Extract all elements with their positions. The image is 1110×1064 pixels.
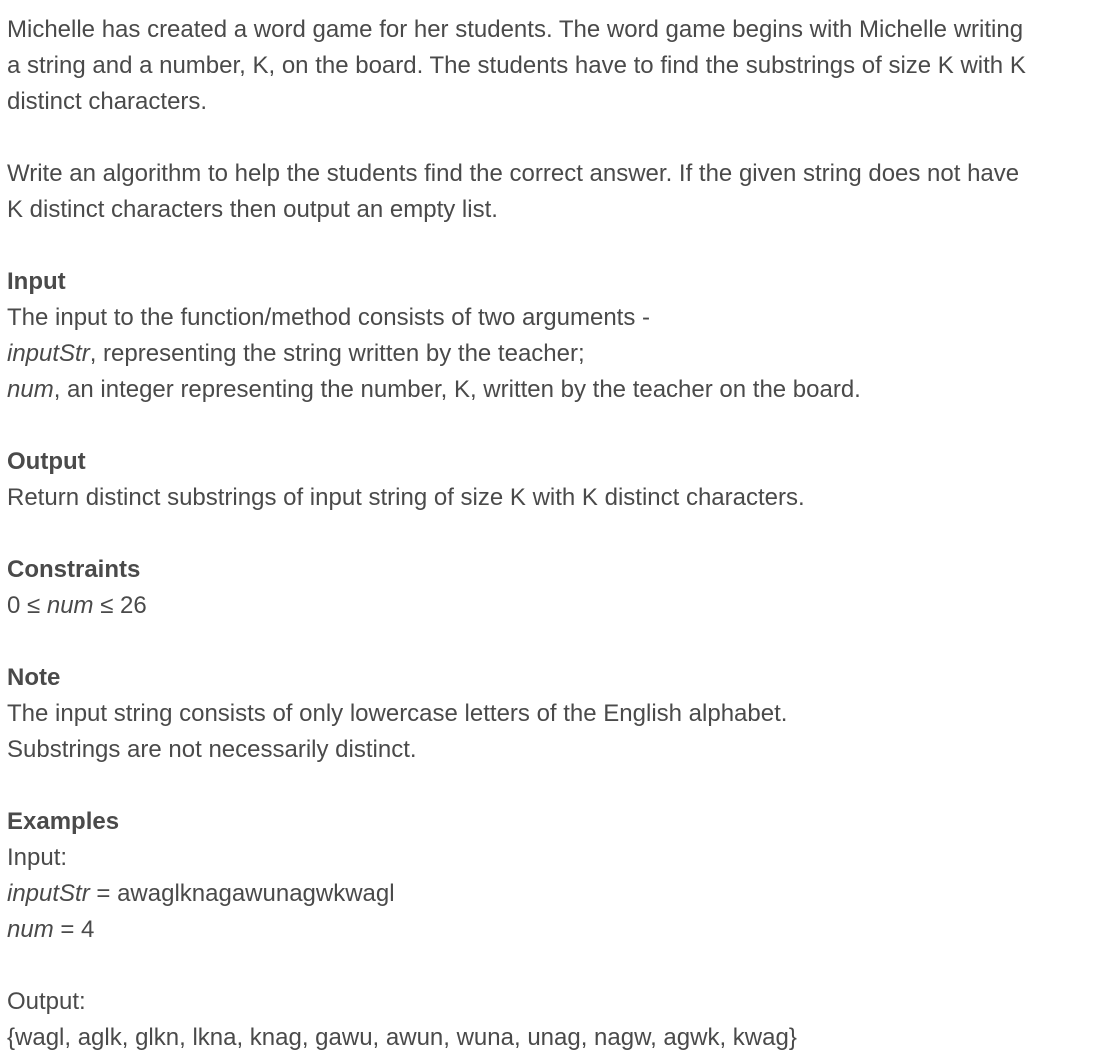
input-arg2-line	[7, 372, 1107, 408]
spacer	[7, 768, 1107, 804]
example-output-label: Output:	[7, 988, 86, 1015]
example-output-value: {wagl, aglk, glkn, lkna, knag, gawu, awun, wuna, unag, nagw, agwk, kwag}	[7, 1024, 797, 1051]
note-heading: Note	[7, 664, 61, 691]
input-description	[7, 300, 1107, 408]
intro-paragraph	[7, 12, 1107, 120]
output-line-1: Return distinct substrings of input string of size K with K distinct characters.	[7, 484, 805, 511]
spacer	[7, 624, 1107, 660]
input-arg1-line	[7, 336, 1107, 372]
input-heading: Input	[7, 268, 66, 295]
example-output	[7, 984, 1107, 1056]
intro-line-2: a string and a number, K, on the board. The students have to find the substrings of size K with K	[7, 52, 1026, 79]
constraints-description	[7, 588, 1107, 624]
task-line-2: K distinct characters then output an empty list.	[7, 196, 498, 223]
spacer	[7, 516, 1107, 552]
arg1-name: inputStr	[7, 340, 90, 367]
constraint-var: num	[46, 592, 94, 619]
example-inputstr-value: = awaglknagawunagwkwagl	[89, 880, 395, 907]
note-description	[7, 696, 1107, 768]
example-num-line	[7, 912, 1107, 948]
task-paragraph	[7, 156, 1107, 228]
example-inputstr-line	[7, 876, 1107, 912]
problem-statement	[7, 12, 1107, 1056]
examples-heading: Examples	[7, 808, 120, 835]
constraint-post: ≤ 26	[93, 592, 147, 619]
example-inputstr-name: inputStr	[7, 880, 90, 907]
spacer	[7, 408, 1107, 444]
example-num-name: num	[7, 916, 54, 943]
constraints-heading: Constraints	[7, 556, 141, 583]
spacer	[7, 228, 1107, 264]
task-line-1: Write an algorithm to help the students find the correct answer. If the given string does not have	[7, 160, 1020, 187]
constraint-pre: 0 ≤	[7, 592, 47, 619]
example-input	[7, 840, 1107, 948]
example-num-value: = 4	[53, 916, 95, 943]
output-heading: Output	[7, 448, 86, 475]
intro-line-3: distinct characters.	[7, 88, 208, 115]
note-line-1: The input string consists of only lowercase letters of the English alphabet.	[7, 700, 788, 727]
constraint-line	[7, 588, 1107, 624]
spacer	[7, 948, 1107, 984]
input-line-1: The input to the function/method consists of two arguments -	[7, 304, 651, 331]
output-description	[7, 480, 1107, 516]
spacer	[7, 120, 1107, 156]
intro-line-1: Michelle has created a word game for her students. The word game begins with Michelle writing	[7, 16, 1024, 43]
example-input-label: Input:	[7, 844, 68, 871]
arg2-name: num	[7, 376, 54, 403]
note-line-2: Substrings are not necessarily distinct.	[7, 736, 417, 763]
arg2-desc: , an integer representing the number, K, written by the teacher on the board.	[53, 376, 861, 403]
arg1-desc: , representing the string written by the teacher;	[89, 340, 585, 367]
